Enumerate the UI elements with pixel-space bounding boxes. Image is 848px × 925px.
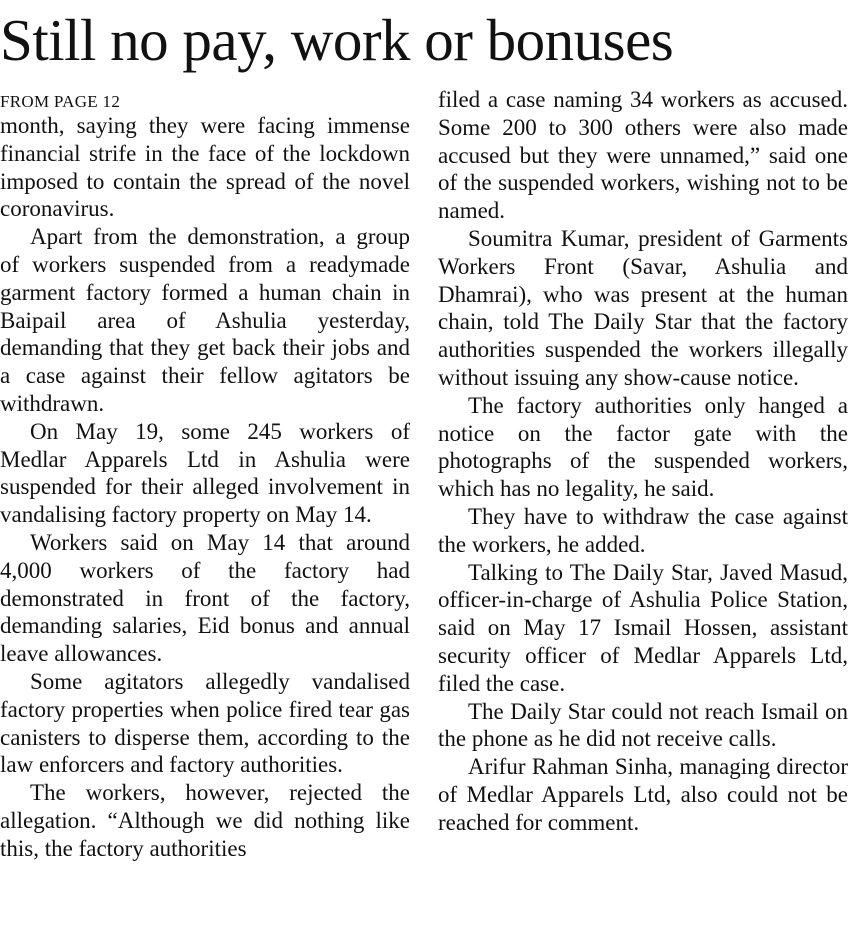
- article-paragraph: They have to withdraw the case against the workers, he added.: [438, 503, 848, 557]
- article-column-left: [0, 86, 410, 863]
- jump-line: FROM PAGE 12: [0, 92, 121, 111]
- article-paragraph: Talking to The Daily Star, Javed Masud, officer-in-charge of Ashulia Police Station, said on May 17 Ismail Hossen, assistant security officer of Medlar Apparels Ltd, filed the case.: [438, 559, 848, 696]
- article-paragraph: filed a case naming 34 workers as accused. Some 200 to 300 others were also made accused but they were unnamed,” said one of the suspended workers, wishing not to be named.: [438, 87, 848, 224]
- article-paragraph: Soumitra Kumar, president of Garments Workers Front (Savar, Ashulia and Dhamrai), who was present at the human chain, told The Daily Star that the factory authorities suspended the workers illegally without issuing any show-cause notice.: [438, 225, 848, 390]
- article-paragraph: Arifur Rahman Sinha, managing director of Medlar Apparels Ltd, also could not be reached for comment.: [438, 754, 848, 835]
- article-paragraph: The factory authorities only hanged a notice on the factor gate with the photographs of the suspended workers, which has no legality, he said.: [438, 392, 848, 502]
- article-paragraph: month, saying they were facing immense financial strife in the face of the lockdown imposed to contain the spread of the novel coronavirus.: [0, 113, 410, 222]
- article-paragraph: The Daily Star could not reach Ismail on the phone as he did not receive calls.: [438, 698, 848, 752]
- article-paragraph: Workers said on May 14 that around 4,000 workers of the factory had demonstrated in front of the factory, demanding salaries, Eid bonus and annual leave allowances.: [0, 529, 410, 667]
- article-column-right: [438, 86, 848, 837]
- headline: Still no pay, work or bonuses: [0, 7, 674, 73]
- article-paragraph: On May 19, some 245 workers of Medlar Apparels Ltd in Ashulia were suspended for their alleged involvement in vandalising factory property on May 14.: [0, 418, 410, 528]
- article-paragraph: Apart from the demonstration, a group of workers suspended from a readymade garment factory formed a human chain in Baipail area of Ashulia yesterday, demanding that they get back their jobs and a case against their fellow agitators be withdrawn.: [0, 224, 410, 416]
- article-paragraph: Some agitators allegedly vandalised factory properties when police fired tear gas canisters to disperse them, according to the law enforcers and factory authorities.: [0, 668, 410, 778]
- article-paragraph: The workers, however, rejected the allegation. “Although we did nothing like this, the factory authorities: [0, 780, 410, 861]
